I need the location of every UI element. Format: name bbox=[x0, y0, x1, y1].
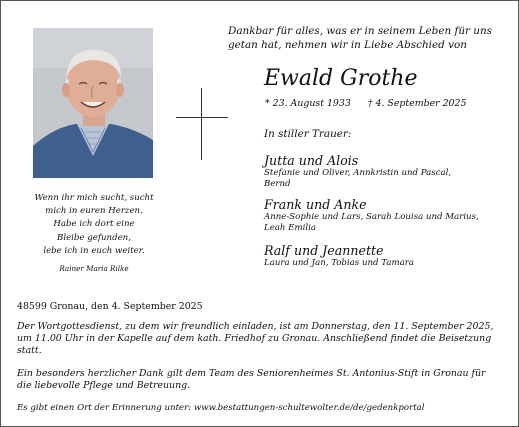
service-line: Der Wortgottesdienst, zu dem wir freundlich einladen, ist am Donnerstag, den 11. September 2025, bbox=[17, 321, 494, 332]
family-group bbox=[264, 197, 509, 235]
family-name: Ralf und Jeannette bbox=[264, 243, 384, 258]
family-name: Jutta und Alois bbox=[264, 153, 359, 168]
life-dates bbox=[265, 98, 466, 109]
portrait-illustration bbox=[33, 28, 153, 178]
family-group bbox=[264, 243, 509, 269]
family-members: Anne-Sophie und Lars, Sarah Louisa und Marius, bbox=[264, 212, 479, 222]
poem-line: Wenn ihr mich sucht, sucht bbox=[34, 193, 154, 203]
memorial-website bbox=[17, 402, 507, 414]
poem-author: Rainer Maria Rilke bbox=[59, 264, 129, 274]
cross-horizontal-bar bbox=[176, 117, 228, 118]
mourners-title: In stiller Trauer: bbox=[264, 128, 352, 140]
service-line: statt. bbox=[17, 345, 42, 357]
family-members: Leah Emilia bbox=[264, 223, 316, 234]
family-name: Frank und Anke bbox=[264, 197, 367, 212]
poem-line: mich in euren Herzen. bbox=[45, 206, 143, 217]
cross-icon bbox=[176, 88, 228, 160]
poem bbox=[20, 192, 168, 275]
intro-text bbox=[228, 24, 510, 52]
website-text: Es gibt einen Ort der Erinnerung unter: www.bestattungen-schultewolter.de/de/gedenkportal bbox=[17, 403, 425, 413]
intro-line: getan hat, nehmen wir in Liebe Abschied von bbox=[228, 39, 467, 51]
portrait-photo bbox=[33, 28, 153, 178]
intro-line: Dankbar für alles, was er in seinem Leben für uns bbox=[228, 25, 492, 37]
family-members: Stefanie und Oliver, Annkristin und Pascal, bbox=[264, 168, 452, 178]
thanks-text bbox=[17, 368, 507, 392]
family-members: Laura und Jan, Tobias und Tamara bbox=[264, 258, 414, 268]
cross-vertical-bar bbox=[201, 88, 202, 160]
family-members: Bernd bbox=[264, 179, 291, 190]
family-group bbox=[264, 153, 509, 191]
place-date bbox=[17, 301, 507, 313]
death-date: † 4. September 2025 bbox=[367, 98, 467, 109]
poem-line: Bleibe gefunden, bbox=[57, 232, 131, 243]
poem-line: lebe ich in euch weiter. bbox=[43, 245, 145, 256]
deceased-name: Ewald Grothe bbox=[264, 66, 418, 91]
place-date-text: 48599 Gronau, den 4. September 2025 bbox=[17, 301, 203, 312]
service-info bbox=[17, 321, 507, 358]
birth-date: * 23. August 1933 bbox=[265, 98, 351, 109]
thanks-line: Ein besonders herzlicher Dank gilt dem Team des Seniorenheimes St. Antonius-Stift in Gronau für bbox=[17, 368, 486, 379]
poem-line: Habe ich dort eine bbox=[53, 219, 135, 230]
service-line: um 11.00 Uhr in der Kapelle auf dem kath. Friedhof zu Gronau. Anschließend findet die Beisetzung bbox=[17, 333, 492, 345]
thanks-line: die liebevolle Pflege und Betreuung. bbox=[17, 380, 191, 392]
